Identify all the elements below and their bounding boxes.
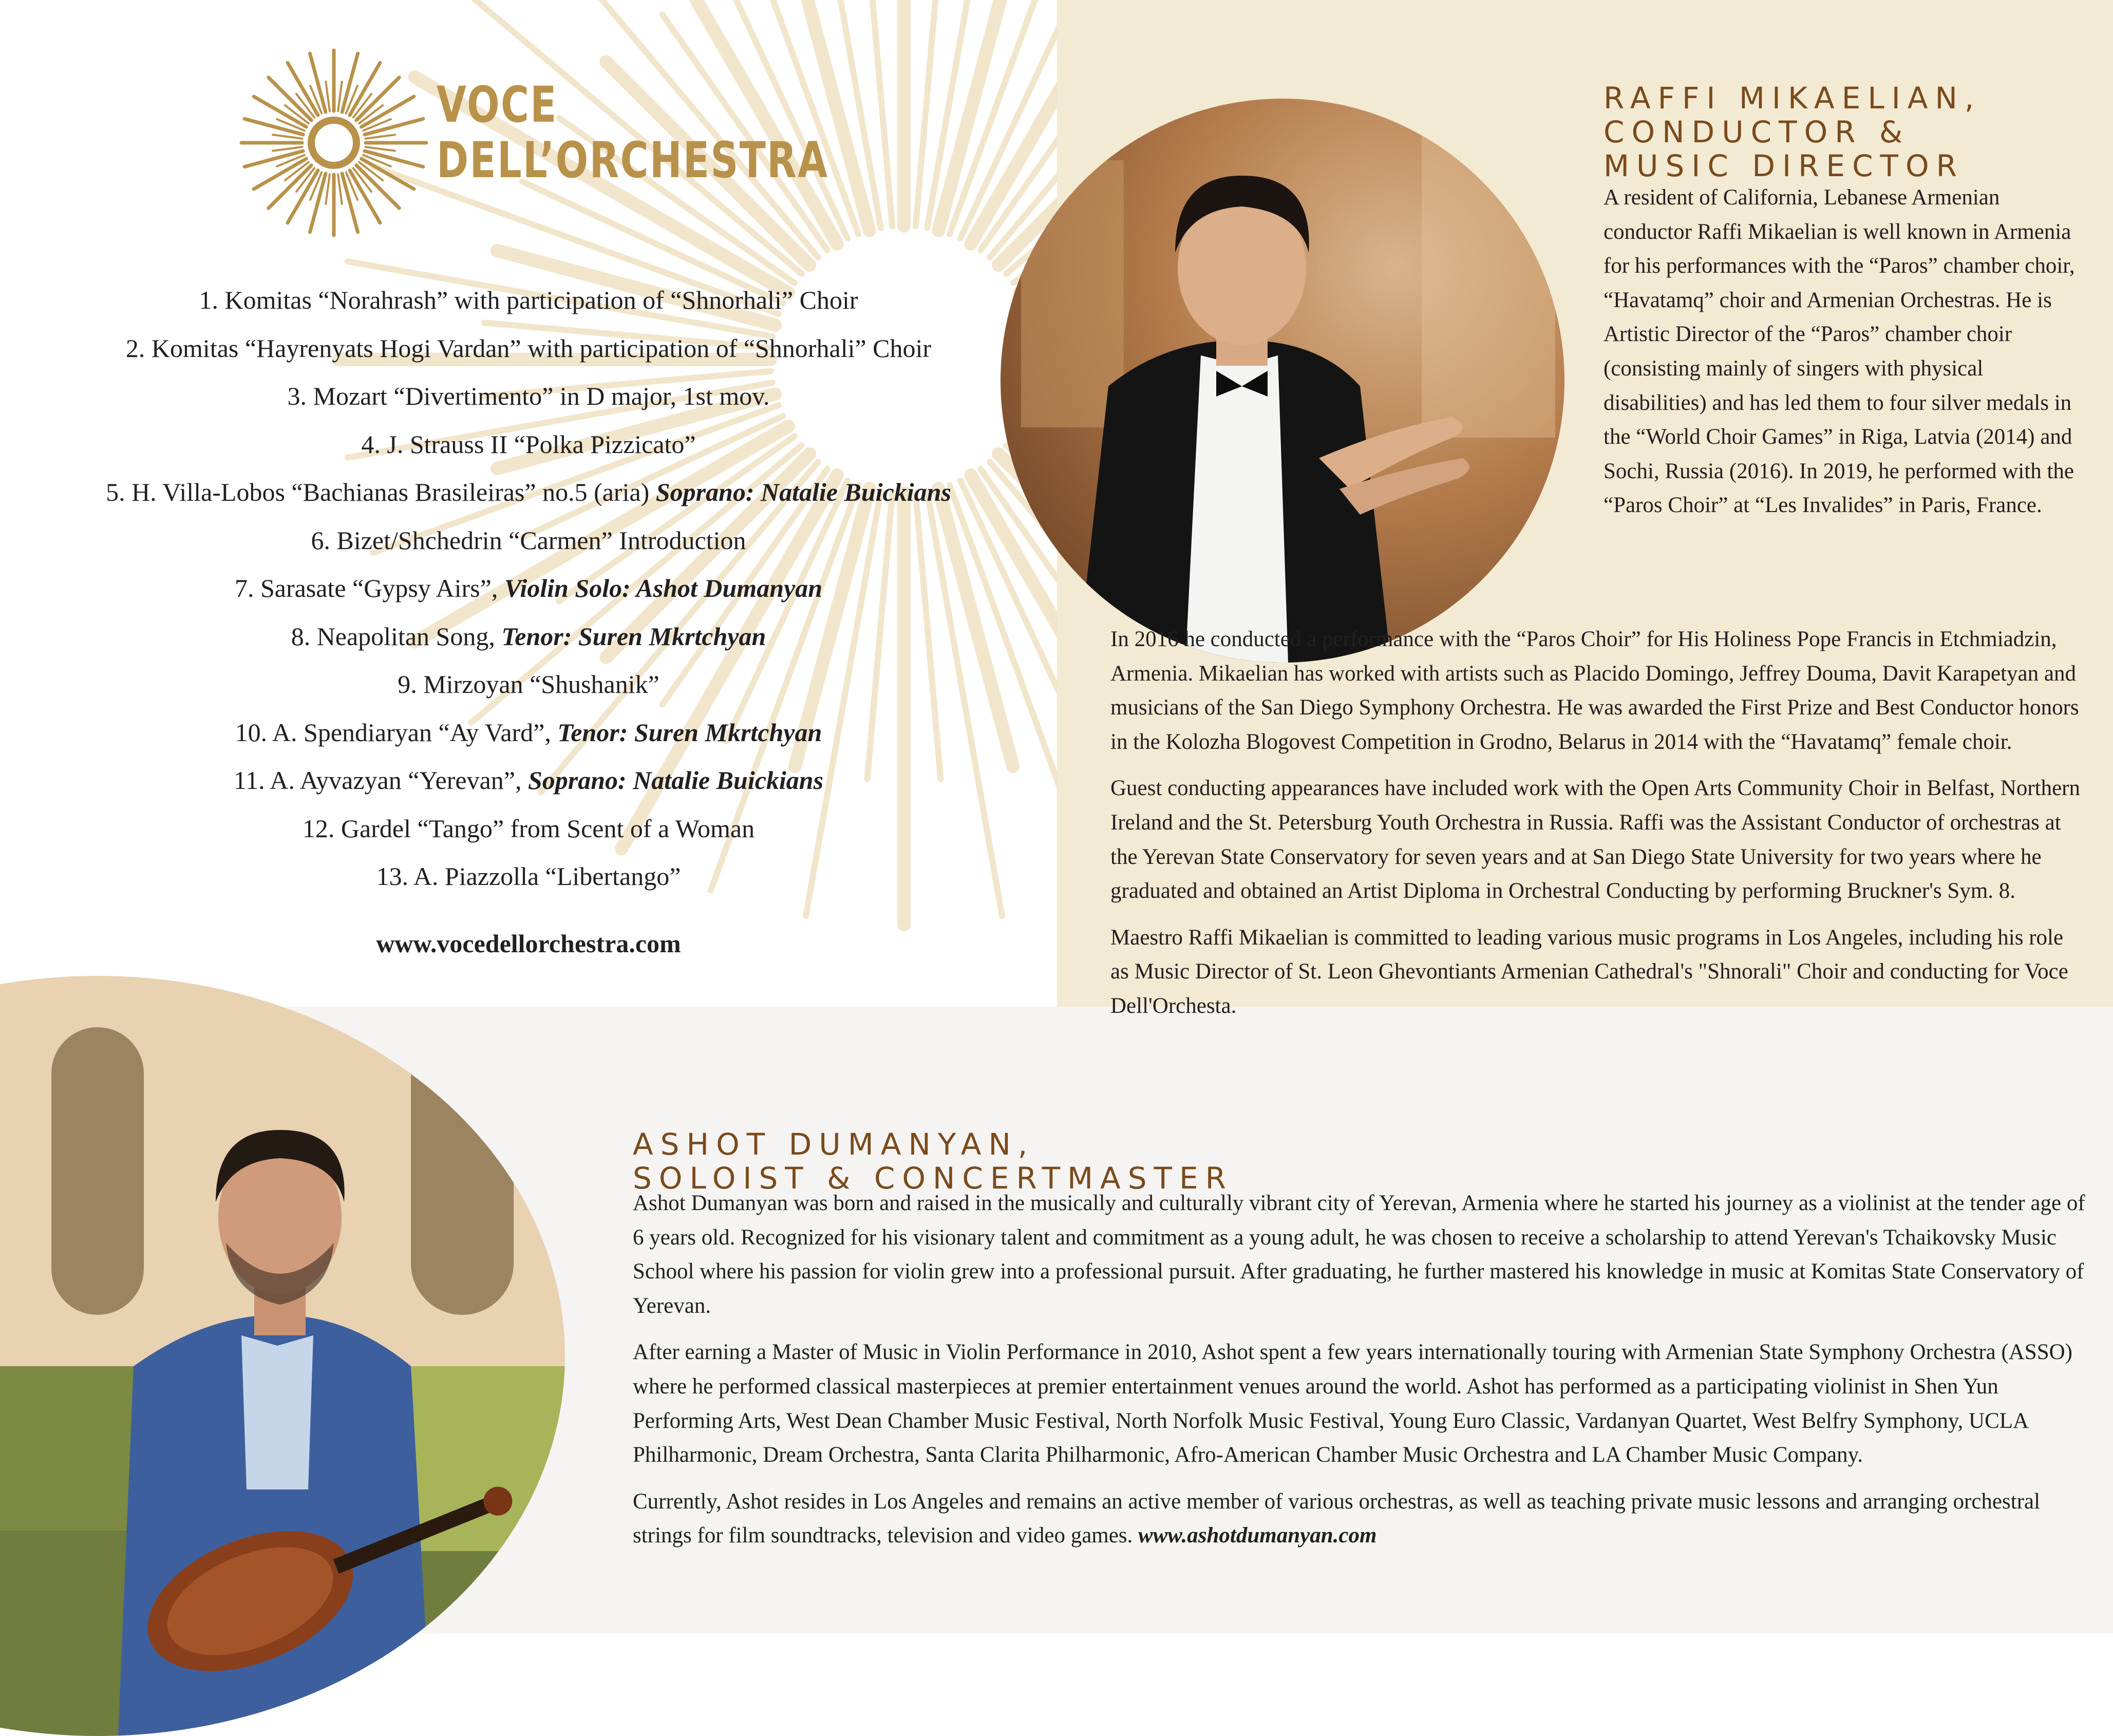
logo-ray [356, 165, 399, 208]
program-list [0, 276, 1057, 901]
raffi-mikaelian-photo [1001, 99, 1564, 663]
sunburst-ray [916, 0, 941, 227]
raffi-bio-continued [1110, 622, 2086, 1036]
raffi-bio-paragraph: Maestro Raffi Mikaelian is committed to leading various music programs in Los Angeles, including his role as Music Director of St. Leon Ghevontiants Armenian Cathedral's "Shnorali" Choir and conducting for Voce Dell'Orchesta. [1110, 925, 2068, 1018]
program-item: 6. Bizet/Shchedrin “Carmen” Introduction [311, 525, 746, 555]
raffi-heading-line: CONDUCTOR & [1603, 115, 1910, 150]
raffi-bio-paragraph: A resident of California, Lebanese Armenian conductor Raffi Mikaelian is well known in Armenia for his performances with the “Paros” chamber choir, “Havatamq” choir and Armenian Orchestras. He is Artistic Director of the “Paros” chamber choir (consisting mainly of singers with physical disabilities) and has led them to four silver medals in the “World Choir Games” in Riga, Latvia (2014) and Sochi, Russia (2016). In 2019, he performed with the “Paros Choir” at “Les Invalides” in Paris, France. [1603, 185, 2075, 518]
logo-ray [273, 147, 303, 151]
program-item: 8. Neapolitan Song, Tenor: Suren Mkrtchyan [291, 621, 766, 651]
raffi-heading-line: RAFFI MIKAELIAN, [1603, 81, 1982, 116]
ashot-bio-paragraph: After earning a Master of Music in Violin Performance in 2010, Ashot spent a few years internationally touring with Armenian State Symphony Orchestra (ASSO) where he performed classical masterpieces at premier entertainment venues around the world. Ashot has performed as a participating violinist in Shen Yun Performing Arts, West Dean Chamber Music Festival, North Norfolk Music Festival, Young Euro Classic, Vardanyan Quartet, West Belfry Symphony, UCLA Philharmonic, Dream Orchestra, Santa Clarita Philharmonic, Afro-American Chamber Music Orchestra and LA Chamber Music Company. [633, 1340, 2072, 1467]
logo-ray [326, 174, 330, 204]
program-item: 1. Komitas “Norahrash” with participation of “Shnorhali” Choir [199, 286, 858, 314]
raffi-heading [1603, 81, 1981, 183]
program-item: 12. Gardel “Tango” from Scent of a Woman [302, 814, 755, 843]
program-item: 4. J. Strauss II “Polka Pizzicato” [361, 429, 696, 459]
ashot-bio-paragraph: Ashot Dumanyan was born and raised in the musically and culturally vibrant city of Yerevan, Armenia where he started his journey as a violinist at the tender age of 6 years old. Recognized for his visionary talent and commitment as a young adult, he was chosen to receive a scholarship to attend Yerevan's Tchaikovsky Music School where his passion for violin grew into a professional pursuit. After graduating, he further mastered his knowledge in music at Komitas State Conservatory of Yerevan. [633, 1191, 2085, 1318]
logo-ray [326, 82, 330, 111]
program-item: 9. Mirzoyan “Shushanik” [398, 670, 659, 699]
logo-ray [269, 78, 311, 120]
logo-ray [338, 82, 342, 111]
brand-name-line-2: DELL’ORCHESTRA [437, 131, 829, 189]
sunburst-ray [867, 0, 893, 227]
program-item: 3. Mozart “Divertimento” in D major, 1st mov. [287, 382, 770, 410]
ashot-heading-line: SOLOIST & CONCERTMASTER [633, 1161, 1233, 1196]
raffi-bio-paragraph: In 2016 he conducted a performance with the “Paros Choir” for His Holiness Pope Francis in Etchmiadzin, Armenia. Mikaelian has worked with artists such as Placido Domingo, Jeffrey Douma, Davit Karapetyan and musicians of the San Diego Symphony Orchestra. He was awarded the First Prize and Best Conductor honors in the Kolozha Blogovest Competition in Grodno, Belarus in 2014 with the “Havatamq” female choir. [1110, 627, 2079, 754]
raffi-bio-paragraph: Guest conducting appearances have included work with the Open Arts Community Choir in Belfast, Northern Ireland and the St. Petersburg Youth Orchestra in Russia. Raffi was the Assistant Conductor of orchestras at the Yerevan State Conservatory for seven years and at San Diego State University for two years where he graduated and obtained an Artist Diploma in Orchestral Conducting by performing Bruckner's Sym. 8. [1110, 776, 2080, 903]
program-item: 13. A. Piazzolla “Libertango” [376, 862, 681, 891]
brand-name [437, 77, 828, 188]
raffi-heading-line: MUSIC DIRECTOR [1603, 148, 1964, 184]
logo-ray [356, 78, 399, 120]
ashot-website-link[interactable]: www.ashotdumanyan.com [1138, 1523, 1377, 1548]
ashot-bio [633, 1186, 2091, 1565]
logo-ray [269, 165, 311, 208]
brand-name-line-1: VOCE [437, 76, 558, 134]
program-item: 11. A. Ayvazyan “Yerevan”, Soprano: Natalie Buickians [233, 766, 824, 795]
logo-ray [365, 135, 395, 139]
program-item: 7. Sarasate “Gypsy Airs”, Violin Solo: Ashot Dumanyan [234, 574, 823, 602]
logo-ray [365, 147, 395, 151]
logo-ray [338, 174, 342, 204]
orchestra-website-link[interactable]: www.vocedellorchestra.com [376, 929, 681, 958]
program-item: 2. Komitas “Hayrenyats Hogi Vardan” with participation of “Shnorhali” Choir [125, 333, 932, 363]
ashot-heading-line: ASHOT DUMANYAN, [633, 1127, 1035, 1162]
program-item: 5. H. Villa-Lobos “Bachianas Brasileiras” no.5 (aria) Soprano: Natalie Buickians [106, 478, 951, 506]
program-item: 10. A. Spendiaryan “Ay Vard”, Tenor: Suren Mkrtchyan [235, 718, 822, 747]
ashot-heading [633, 1127, 1233, 1195]
logo-ray [273, 135, 303, 139]
ashot-bio-paragraph: Currently, Ashot resides in Los Angeles and remains an active member of various orchestras, as well as teaching private music lessons and arranging orchestral strings for film soundtracks, television and video games. www.ashotdumanyan.com [633, 1489, 2041, 1548]
